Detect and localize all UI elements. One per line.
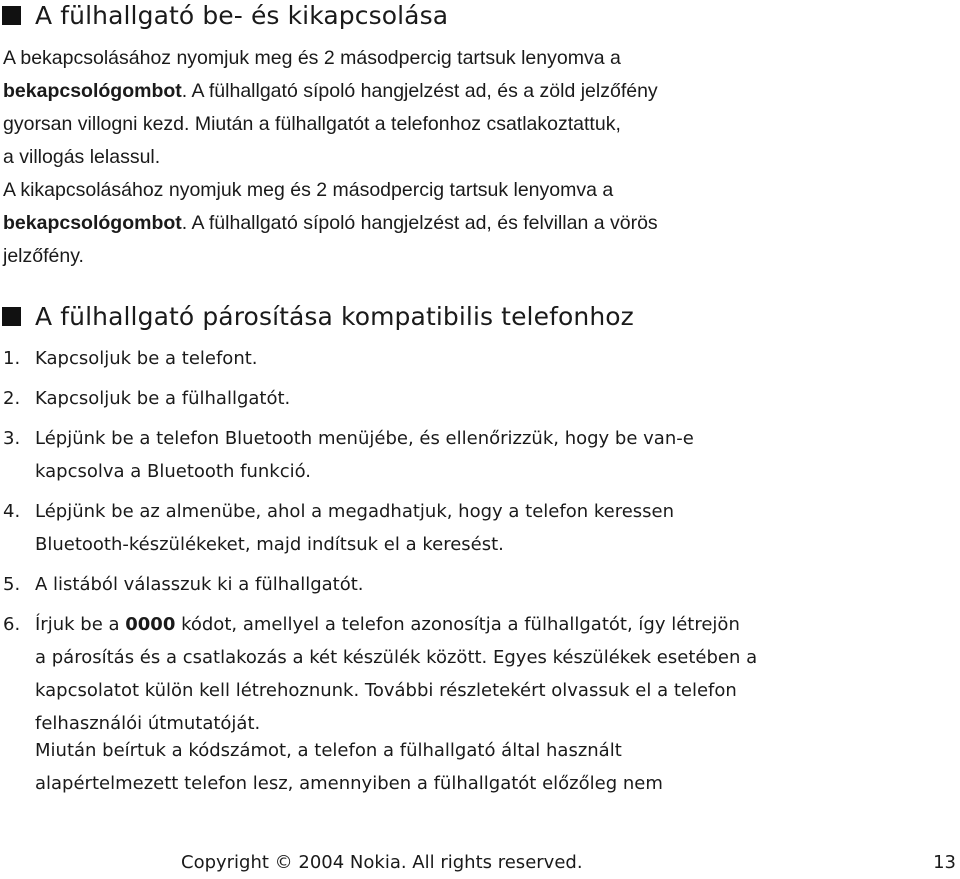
step-text: kapcsolva a Bluetooth funkció. [35, 461, 312, 482]
list-item [3, 422, 953, 488]
step-number: 2. [3, 388, 21, 409]
text-line: jelzőfény. [3, 245, 84, 267]
step-number: 6. [3, 614, 21, 635]
step-text: Kapcsoljuk be a fülhallgatót. [35, 388, 291, 409]
text-line: . A fülhallgató sípoló hangjelzést ad, és a zöld jelzőfény [181, 80, 658, 102]
step-text: kódot, amellyel a telefon azonosítja a fülhallgatót, így létrejön [175, 614, 740, 635]
step-text: A listából válasszuk ki a fülhallgatót. [35, 574, 364, 595]
step-text: Lépjünk be a telefon Bluetooth menüjébe, és ellenőrizzük, hogy be van-e [35, 428, 694, 449]
list-item [3, 342, 953, 375]
step-number: 5. [3, 574, 21, 595]
section-heading-power [2, 1, 448, 30]
step-text: a párosítás és a csatlakozás a két készülék között. Egyes készülékek esetében a [35, 647, 758, 668]
step-text: Írjuk be a [35, 614, 126, 635]
button-name-bold: bekapcsológombot [3, 80, 182, 102]
step-text: Bluetooth-készülékeket, majd indítsuk el a keresést. [35, 534, 504, 555]
text-line: a villogás lelassul. [3, 146, 161, 168]
list-item [3, 495, 953, 561]
step-text: Lépjünk be az almenübe, ahol a megadhatjuk, hogy a telefon keressen [35, 501, 675, 522]
button-name-bold: bekapcsológombot [3, 212, 182, 234]
step-number: 1. [3, 348, 21, 369]
power-on-paragraph [3, 42, 953, 174]
step-number: 4. [3, 501, 21, 522]
list-item [3, 568, 953, 601]
square-bullet-icon [2, 307, 21, 326]
text-line: . A fülhallgató sípoló hangjelzést ad, és felvillan a vörös [181, 212, 658, 234]
section-heading-pairing [2, 302, 634, 331]
text-line: A kikapcsolásához nyomjuk meg és 2 másodpercig tartsuk lenyomva a [3, 179, 614, 201]
step-text: Kapcsoljuk be a telefont. [35, 348, 258, 369]
heading-text: A fülhallgató párosítása kompatibilis telefonhoz [35, 302, 634, 331]
power-off-paragraph [3, 174, 953, 273]
page-number: 13 [933, 852, 956, 873]
square-bullet-icon [2, 6, 21, 25]
text-line: gyorsan villogni kezd. Miután a fülhallgatót a telefonhoz csatlakoztattuk, [3, 113, 621, 135]
copyright-notice: Copyright © 2004 Nokia. All rights reserved. [181, 852, 583, 873]
list-item [3, 382, 953, 415]
step-number: 3. [3, 428, 21, 449]
text-line: alapértelmezett telefon lesz, amennyiben a fülhallgatót előzőleg nem [35, 773, 663, 794]
step-text: kapcsolatot külön kell létrehoznunk. További részletekért olvassuk el a telefon [35, 680, 737, 701]
closing-paragraph [35, 734, 955, 800]
text-line: A bekapcsolásához nyomjuk meg és 2 másodpercig tartsuk lenyomva a [3, 47, 621, 69]
pairing-steps-list [3, 342, 953, 747]
list-item [3, 608, 953, 740]
heading-text: A fülhallgató be- és kikapcsolása [35, 1, 449, 30]
text-line: Miután beírtuk a kódszámot, a telefon a fülhallgató által használt [35, 740, 622, 761]
pin-code: 0000 [125, 614, 176, 635]
step-text: felhasználói útmutatóját. [35, 713, 261, 734]
